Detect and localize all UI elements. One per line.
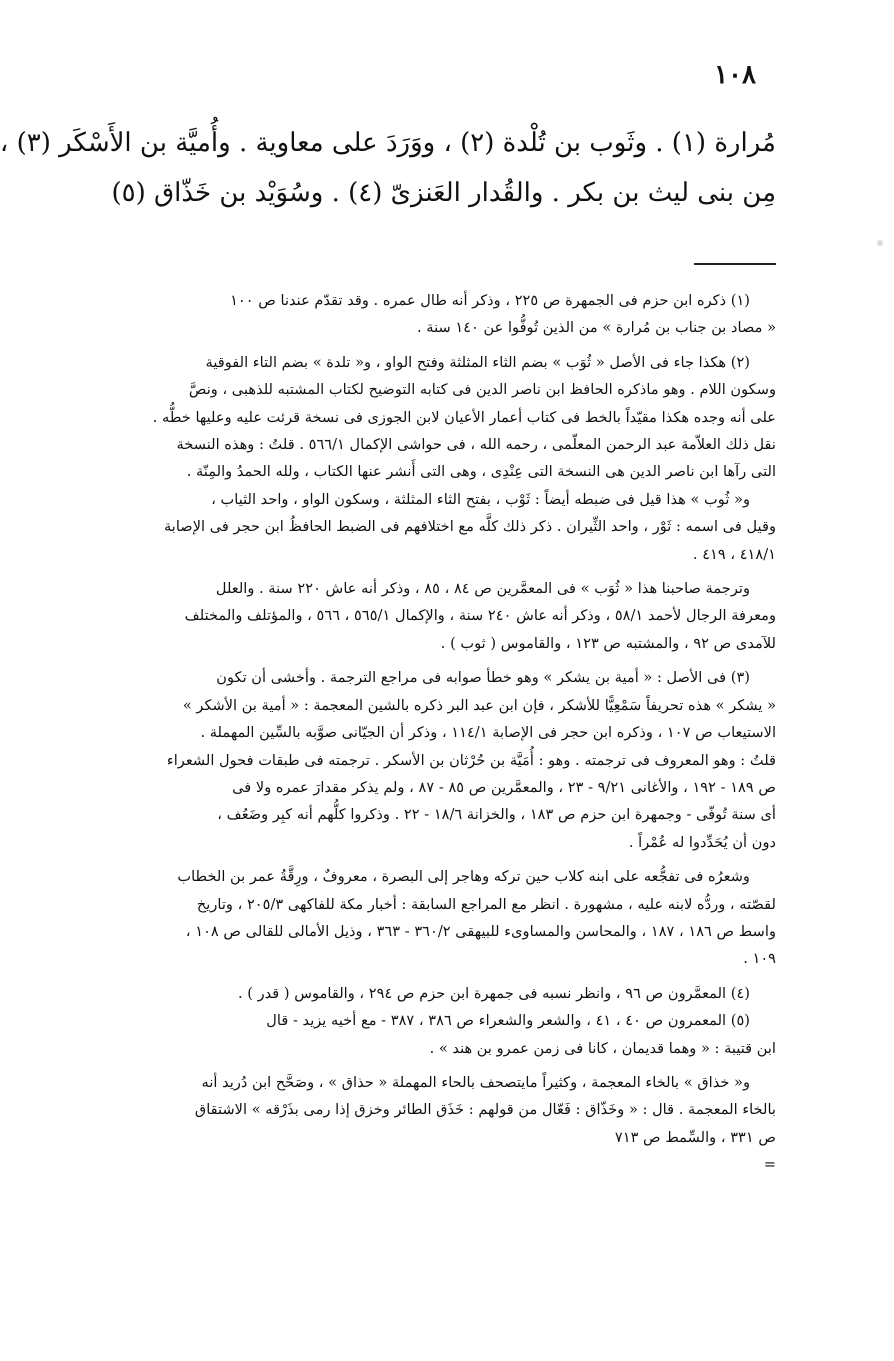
footnote-line: وشعرُه فى تفجُّعه على ابنه كلاب حين تركه وهاجر إلى البصرة ، معروفٌ ، ورِقَّةُ عمر بن الخطاب xyxy=(177,868,750,886)
footnote-5-continued xyxy=(164,1069,776,1179)
footnote-2-continued xyxy=(164,575,776,657)
footnote-line: نقل ذلك العلاّمة عبد الرحمن المعلّمى ، رحمه الله ، فى حواشى الإكمال ٥٦٦/١ . قلتُ : وهذه النسخة xyxy=(176,436,776,454)
footnote-line: ١٠٩ . xyxy=(743,950,776,968)
footnote-line: (١) ذكره ابن حزم فى الجمهرة ص ٢٢٥ ، وذكر أنه طال عمره . وقد تقدّم عندنا ص ١٠٠ xyxy=(230,292,750,309)
footnote-line: الاستيعاب ص ١٠٧ ، وذكره ابن حجر فى الإصابة ١١٤/١ ، وذكر أن الجيّانى صوَّبه بالسِّين المهملة . xyxy=(200,724,776,742)
footnote-line: ابن قتيبة : « وهما قديمان ، كانا فى زمن عمرو بن هند » . xyxy=(429,1039,776,1057)
scan-speck xyxy=(877,240,883,246)
footnote-line: واسط ص ١٨٦ ، ١٨٧ ، والمحاسن والمساوىء للبيهقى ٣٦٠/٢ - ٣٦٣ ، وذيل الأمالى للقالى ص ١٠٨ ، xyxy=(185,922,776,940)
footnote-line: دون أن يُحَدِّدوا له عُمْراً . xyxy=(628,833,776,851)
footnote-line: ص ٣٣١ ، والسِّمط ص ٧١٣ xyxy=(614,1128,776,1146)
footnote-1 xyxy=(164,287,776,342)
footnote-line: (٢) هكذا جاء فى الأصل « ثُوَب » بضم الثاء المثلثة وفتح الواو ، و« تلدة » بضم التاء الفوقية xyxy=(205,353,750,371)
footnote-line: قلتُ : وهو المعروف فى ترجمته . وهو : أُمَيَّة بن حُرْثان بن الأسكر . ترجمته فى طبقات فحول الشعراء xyxy=(166,751,776,769)
footnote-3-continued xyxy=(164,863,776,973)
main-text-line: مُرارة (١) . وثَوب بن تُلْدة (٢) ، ووَرَدَ على معاوية . وأُميَّة بن الأَسْكَر (٣) ، xyxy=(0,128,776,158)
footnote-line: وقيل فى اسمه : ثَوْر ، واحد الثِّيران . ذكر ذلك كلَّه مع اختلافهم فى الضبط الحافظُ ابن حجر فى الإصابة xyxy=(163,518,776,536)
footnote-line: « مصاد بن جناب بن مُرارة » من الذين تُوفُّوا عن ١٤٠ سنة . xyxy=(416,319,776,337)
page-number: ١٠٨ xyxy=(714,60,756,90)
footnote-line: « يشكر » هذه تحريفاً سَمْعِيًّا للأشكر ، فإن ابن عبد البر ذكره بالشين المعجمة : « أمية بن الأشكر » xyxy=(182,696,776,714)
footnote-line: (٣) فى الأصل : « أمية بن يشكر » وهو خطأ صوابه فى مراجع الترجمة . وأخشى أن تكون xyxy=(216,669,750,687)
footnote-5 xyxy=(164,1007,776,1062)
footnote-line: ص ١٨٩ - ١٩٢ ، والأغانى ٩/٢١ - ٢٣ ، والمعمَّرين ص ٨٥ - ٨٧ ، ولم يذكر مقدارَ عمره ولا فى xyxy=(232,778,776,796)
footnote-3 xyxy=(164,664,776,856)
footnote-line: على أنه وجده هكذا مقيّداً بالخط فى كتاب أعمار الأعيان لابن الجوزى فى نسخة قرئت عليه وعليها خطُّه . xyxy=(152,408,776,426)
footnote-line: لقصّته ، وردُّه لابنه عليه ، مشهورة . انظر مع المراجع السابقة : أخبار مكة للفاكهى ٢٠٥/٣ ، وتاريخ xyxy=(196,895,776,913)
footnote-line: (٥) المعمرون ص ٤٠ ، ٤١ ، والشعر والشعراء ص ٣٨٦ ، ٣٨٧ - مع أخيه يزيد - قال xyxy=(266,1012,750,1030)
footnote-line: ومعرفة الرجال لأحمد ٥٨/١ ، وذكر أنه عاش ٢٤٠ سنة ، والإكمال ٥٦٥/١ ، ٥٦٦ ، والمؤتلف والمختلف xyxy=(184,607,776,625)
footnote-line: بالخاء المعجمة . قال : « وخَذّاق : فَعّال من قولهم : خَذَق الطائر وخزق إذا رمى بذَرْقه » الاشتقاق xyxy=(194,1101,776,1119)
footnote-line: وسكون اللام . وهو ماذكره الحافظ ابن ناصر الدين فى كتابه التوضيح لكتاب المشتبه للذهبى ، ونصَّ xyxy=(188,381,776,399)
continuation-mark: = xyxy=(763,1156,776,1174)
footnote-line: التى رآها ابن ناصر الدين هى النسخة التى عِنْدِى ، وهى التى أَنشر عنها الكتاب ، ولله الحمدُ والمِنّة . xyxy=(186,463,776,481)
footnote-line: (٤) المعمَّرون ص ٩٦ ، وانظر نسبه فى جمهرة ابن حزم ص ٢٩٤ ، والقاموس ( قدر ) . xyxy=(237,984,750,1002)
footnote-line: و« خذاق » بالخاء المعجمة ، وكثيراً مايتصحف بالحاء المهملة « حذاق » ، وصَحَّح ابن دُريد أنه xyxy=(201,1073,750,1091)
footnote-4 xyxy=(164,980,776,1007)
footnote-separator xyxy=(694,263,776,265)
footnote-line: للآمدى ص ٩٢ ، والمشتبه ص ١٢٣ ، والقاموس ( ثوب ) . xyxy=(440,634,776,652)
footnotes xyxy=(152,287,776,1179)
main-text-line: مِن بنى ليث بن بكر . والقُدار العَنزىّ (٤) . وسُوَيْد بن خَذّاق (٥) xyxy=(111,178,776,208)
footnote-line: أى سنة تُوفّى - وجمهرة ابن حزم ص ١٨٣ ، والخزانة ١٨/٦ - ٢٢ . وذكروا كلُّهم أنه كبِر وضَعُف ، xyxy=(217,806,776,824)
footnote-line: وترجمة صاحبنا هذا « ثُوَب » فى المعمَّرين ص ٨٤ ، ٨٥ ، وذكر أنه عاش ٢٢٠ سنة . والعلل xyxy=(215,580,750,598)
footnote-2 xyxy=(152,349,776,568)
footnote-line: و« ثُوب » هذا قيل فى ضبطه أيضاً : ثَوْب ، بفتح الثاء المثلثة ، وسكون الواو ، واحد الثياب ، xyxy=(211,490,750,508)
main-text xyxy=(0,118,776,218)
footnote-line: ٤١٨/١ ، ٤١٩ . xyxy=(692,545,776,563)
